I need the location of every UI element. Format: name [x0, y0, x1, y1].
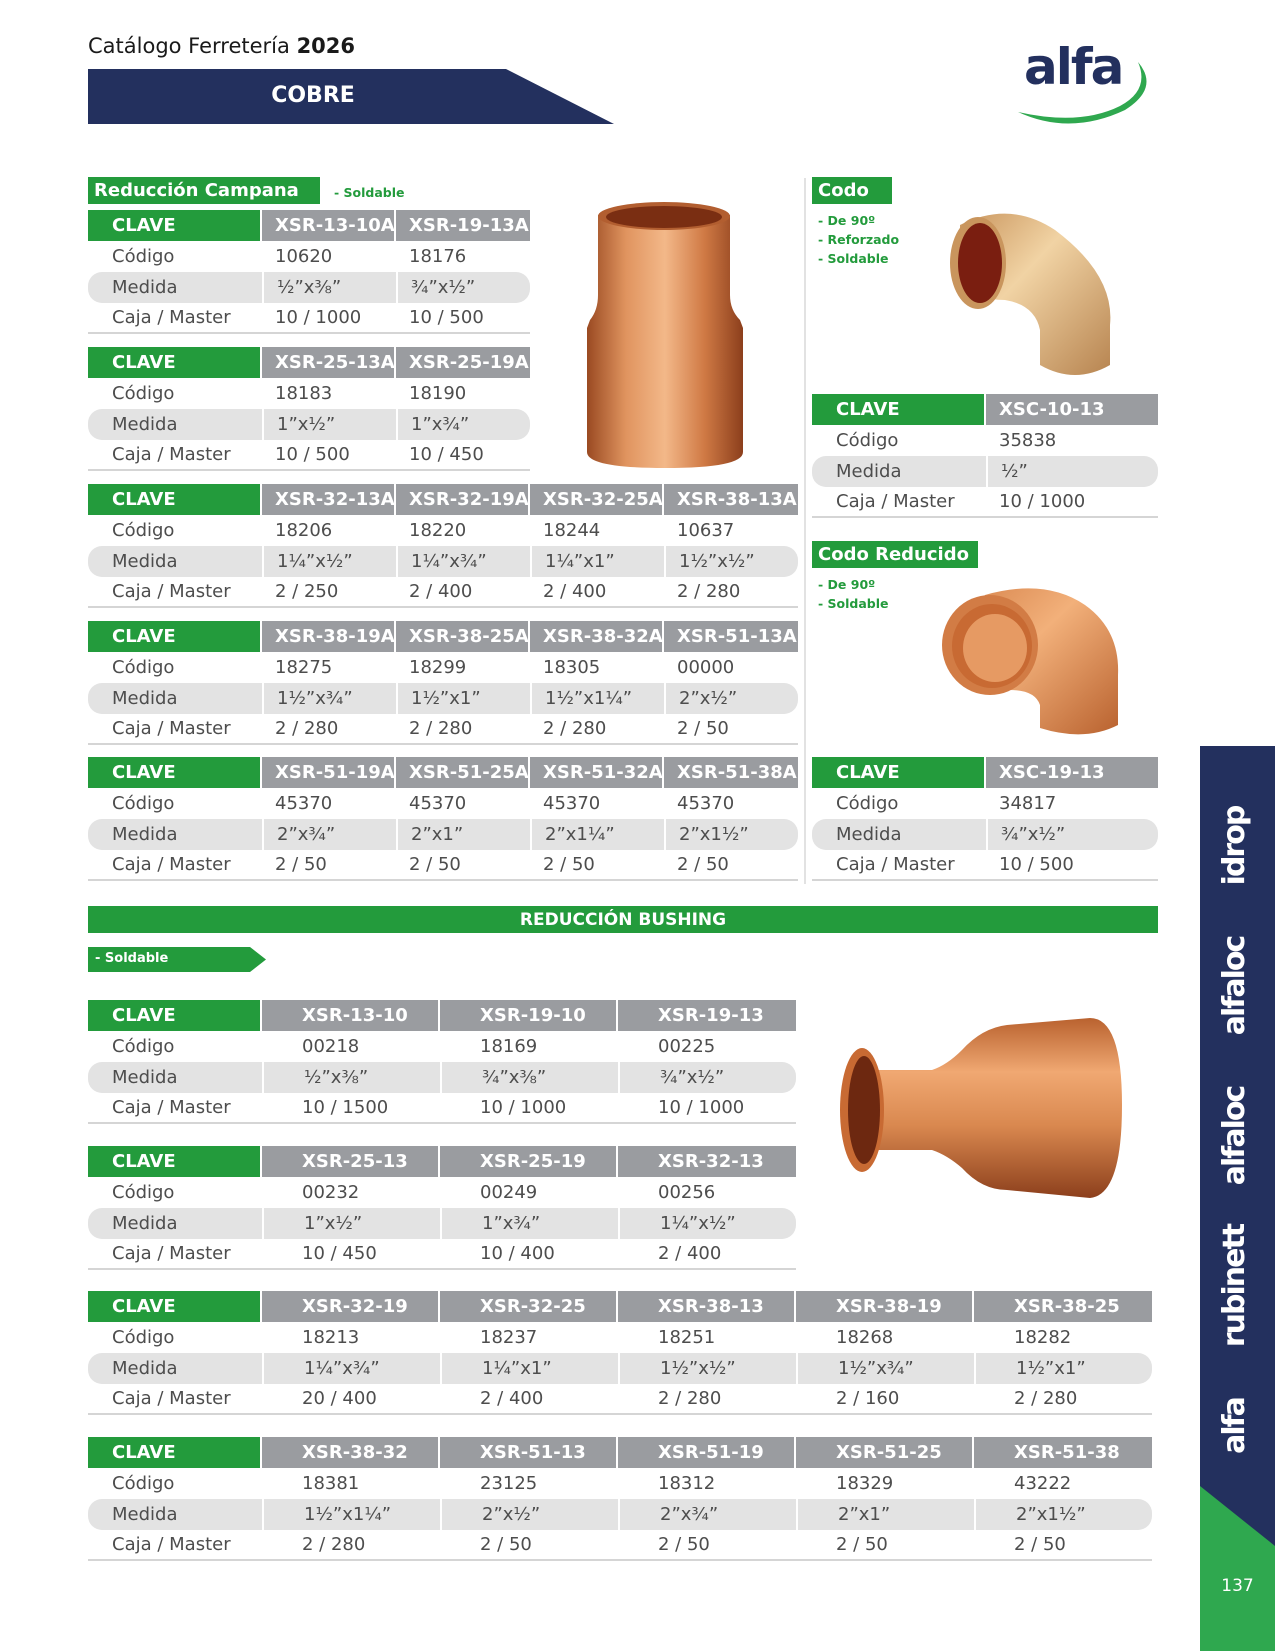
row-label-codigo: Código [112, 520, 175, 541]
spec-row-medida [88, 819, 798, 850]
spec-row-clave [88, 210, 530, 241]
spec-row-codigo [88, 788, 798, 819]
cell-caja: 2 / 50 [440, 1530, 618, 1561]
row-label-clave: CLAVE [812, 757, 986, 788]
codo-product-image [940, 205, 1120, 380]
spec-row-medida [88, 683, 798, 714]
cell-codigo: 18282 [1014, 1327, 1072, 1348]
cell-codigo: 43222 [1014, 1473, 1072, 1494]
spec-table [88, 1291, 1152, 1415]
cell-clave: XSR-51-13A [664, 621, 798, 652]
cell-clave: XSR-19-10 [440, 1000, 618, 1031]
section-banner [88, 69, 614, 124]
cell-clave: XSR-38-32A [530, 621, 664, 652]
spec-row-clave [88, 621, 798, 652]
cell-medida: 1½”x½” [618, 1353, 796, 1384]
spec-row-codigo [88, 1322, 1152, 1353]
cell-codigo: 18176 [409, 246, 467, 267]
row-label-medida: Medida [88, 819, 262, 850]
spec-row-caja [88, 850, 798, 881]
spec-row-clave [812, 394, 1158, 425]
spec-row-clave [88, 1291, 1152, 1322]
spec-row-caja [88, 440, 530, 471]
cell-codigo: 45370 [275, 793, 333, 814]
cell-medida: 2”x½” [664, 683, 798, 714]
cell-medida: 1½”x1” [396, 683, 530, 714]
cell-caja: 2 / 400 [530, 577, 664, 608]
row-label-medida: Medida [88, 272, 262, 303]
codo-reducido-feature: - Soldable [818, 596, 889, 611]
cell-caja: 2 / 280 [664, 577, 798, 608]
row-label-clave: CLAVE [812, 394, 986, 425]
brand-alfa: alfa [1217, 1398, 1252, 1454]
row-label-clave: CLAVE [88, 347, 262, 378]
cell-clave: XSC-10-13 [986, 394, 1158, 425]
cell-codigo: 18169 [480, 1036, 538, 1057]
cell-caja: 10 / 400 [440, 1239, 618, 1270]
cell-codigo: 00249 [480, 1182, 538, 1203]
codo-feature: - De 90º [818, 213, 876, 228]
cell-caja: 2 / 280 [396, 714, 530, 745]
row-label-medida: Medida [88, 1062, 262, 1093]
cell-medida: ½” [986, 456, 1158, 487]
cell-codigo: 18299 [409, 657, 467, 678]
spec-row-clave [88, 1146, 796, 1177]
row-label-codigo: Código [112, 1473, 175, 1494]
row-label-codigo: Código [836, 430, 899, 451]
cell-medida: 1¼”x1” [530, 546, 664, 577]
cell-clave: XSR-51-38A [664, 757, 798, 788]
cell-clave: XSR-13-10A [262, 210, 396, 241]
cell-medida: 1½”x1¼” [530, 683, 664, 714]
row-label-medida: Medida [88, 409, 262, 440]
cell-codigo: 10637 [677, 520, 735, 541]
spec-row-medida [812, 456, 1158, 487]
cell-clave: XSR-25-13A [262, 347, 396, 378]
catalog-year: 2026 [296, 34, 356, 58]
row-label-caja: Caja / Master [88, 577, 262, 608]
spec-row-caja [88, 1384, 1152, 1415]
bushing-product-image [822, 1010, 1132, 1220]
cell-medida: 1”x¾” [396, 409, 530, 440]
cell-caja: 2 / 280 [262, 1530, 440, 1561]
brand-alfaloc-2: alfaloc [1217, 1086, 1252, 1186]
spec-table [88, 1437, 1152, 1561]
cell-codigo: 18183 [275, 383, 333, 404]
bushing-feature: - Soldable [95, 951, 169, 966]
alfa-logo [1010, 40, 1160, 130]
row-label-clave: CLAVE [88, 757, 262, 788]
codo-feature: - Soldable [818, 251, 889, 266]
cell-caja: 2 / 400 [618, 1239, 796, 1270]
cell-caja: 2 / 400 [396, 577, 530, 608]
cell-codigo: 18213 [302, 1327, 360, 1348]
cell-caja: 10 / 1000 [440, 1093, 618, 1124]
cell-clave: XSR-32-19A [396, 484, 530, 515]
spec-row-clave [88, 484, 798, 515]
logo-text: alfa [1024, 38, 1123, 96]
row-label-clave: CLAVE [88, 1291, 262, 1322]
cell-medida: ¾”x½” [618, 1062, 796, 1093]
cell-codigo: 18220 [409, 520, 467, 541]
cell-medida: 2”x1½” [664, 819, 798, 850]
cell-medida: ½”x⅜” [262, 1062, 440, 1093]
cell-medida: 1¼”x½” [618, 1208, 796, 1239]
cell-clave: XSR-32-25 [440, 1291, 618, 1322]
spec-row-codigo [88, 1177, 796, 1208]
spec-row-clave [88, 757, 798, 788]
cell-codigo: 18381 [302, 1473, 360, 1494]
cell-codigo: 35838 [999, 430, 1057, 451]
cell-codigo: 00232 [302, 1182, 360, 1203]
cell-medida: 2”x1” [796, 1499, 974, 1530]
cell-caja: 2 / 280 [974, 1384, 1152, 1415]
row-label-caja: Caja / Master [88, 1530, 262, 1561]
codo-reducido-title: Codo Reducido [812, 541, 978, 568]
page-number: 137 [1221, 1576, 1254, 1596]
row-label-clave: CLAVE [88, 484, 262, 515]
brand-idrop: idrop [1217, 806, 1252, 886]
cell-caja: 2 / 50 [664, 850, 798, 881]
spec-row-clave [812, 757, 1158, 788]
cell-caja: 10 / 500 [396, 303, 530, 334]
cell-clave: XSR-19-13 [618, 1000, 796, 1031]
cell-clave: XSR-25-13 [262, 1146, 440, 1177]
row-label-caja: Caja / Master [88, 303, 262, 334]
cell-medida: 2”x¾” [262, 819, 396, 850]
cell-medida: 2”x½” [440, 1499, 618, 1530]
cell-clave: XSR-51-19A [262, 757, 396, 788]
cell-medida: 2”x1¼” [530, 819, 664, 850]
cell-medida: ¾”x½” [396, 272, 530, 303]
row-label-medida: Medida [88, 546, 262, 577]
spec-row-medida [88, 409, 530, 440]
cell-clave: XSR-19-13A [396, 210, 530, 241]
row-label-codigo: Código [112, 793, 175, 814]
cell-codigo: 18251 [658, 1327, 716, 1348]
cell-caja: 20 / 400 [262, 1384, 440, 1415]
spec-table [812, 757, 1158, 881]
cell-codigo: 00225 [658, 1036, 716, 1057]
row-label-clave: CLAVE [88, 1437, 262, 1468]
cell-codigo: 00256 [658, 1182, 716, 1203]
cell-caja: 2 / 50 [262, 850, 396, 881]
spec-row-medida [812, 819, 1158, 850]
row-label-caja: Caja / Master [88, 714, 262, 745]
cell-caja: 2 / 280 [262, 714, 396, 745]
cell-caja: 2 / 50 [530, 850, 664, 881]
row-label-codigo: Código [112, 1327, 175, 1348]
cell-clave: XSR-32-25A [530, 484, 664, 515]
cell-caja: 10 / 450 [396, 440, 530, 471]
row-label-medida: Medida [88, 1208, 262, 1239]
row-label-codigo: Código [112, 1182, 175, 1203]
cell-medida: ¾”x½” [986, 819, 1158, 850]
cell-caja: 10 / 1000 [986, 487, 1158, 518]
codo-feature: - Reforzado [818, 232, 900, 247]
cell-caja: 2 / 280 [618, 1384, 796, 1415]
spec-row-codigo [812, 425, 1158, 456]
row-label-clave: CLAVE [88, 1000, 262, 1031]
spec-row-caja [88, 714, 798, 745]
cell-medida: 2”x1½” [974, 1499, 1152, 1530]
cell-codigo: 00000 [677, 657, 735, 678]
spec-table [88, 621, 798, 745]
cell-clave: XSR-25-19A [396, 347, 530, 378]
row-label-medida: Medida [812, 819, 986, 850]
spec-row-codigo [812, 788, 1158, 819]
cell-codigo: 23125 [480, 1473, 538, 1494]
spec-row-medida [88, 1353, 1152, 1384]
cell-medida: 1½”x½” [664, 546, 798, 577]
spec-row-clave [88, 347, 530, 378]
cell-clave: XSR-51-32A [530, 757, 664, 788]
cell-caja: 10 / 450 [262, 1239, 440, 1270]
cell-codigo: 18312 [658, 1473, 716, 1494]
column-divider [804, 178, 806, 884]
row-label-codigo: Código [836, 793, 899, 814]
cell-codigo: 18329 [836, 1473, 894, 1494]
cell-caja: 2 / 400 [440, 1384, 618, 1415]
cell-medida: 2”x¾” [618, 1499, 796, 1530]
campana-feature: - Soldable [334, 185, 405, 200]
row-label-caja: Caja / Master [88, 1239, 262, 1270]
row-label-caja: Caja / Master [812, 487, 986, 518]
cell-clave: XSR-51-19 [618, 1437, 796, 1468]
cell-clave: XSR-38-19A [262, 621, 396, 652]
cell-caja: 2 / 50 [618, 1530, 796, 1561]
cell-clave: XSR-51-38 [974, 1437, 1152, 1468]
spec-row-medida [88, 546, 798, 577]
cell-clave: XSR-38-13 [618, 1291, 796, 1322]
cell-medida: 1½”x¾” [796, 1353, 974, 1384]
spec-row-medida [88, 272, 530, 303]
cell-clave: XSR-38-13A [664, 484, 798, 515]
cell-caja: 2 / 50 [664, 714, 798, 745]
spec-table [88, 484, 798, 608]
cell-caja: 2 / 50 [796, 1530, 974, 1561]
codo-title: Codo [812, 177, 892, 204]
row-label-clave: CLAVE [88, 210, 262, 241]
codo-reducido-product-image [935, 580, 1125, 740]
cell-caja: 2 / 250 [262, 577, 396, 608]
cell-codigo: 18268 [836, 1327, 894, 1348]
campana-title: Reducción Campana [88, 177, 320, 204]
cell-caja: 2 / 50 [396, 850, 530, 881]
row-label-clave: CLAVE [88, 621, 262, 652]
bushing-title: REDUCCIÓN BUSHING [88, 906, 1158, 933]
row-label-codigo: Código [112, 1036, 175, 1057]
cell-clave: XSR-51-25A [396, 757, 530, 788]
spec-row-caja [812, 850, 1158, 881]
cell-medida: 1½”x1” [974, 1353, 1152, 1384]
cell-clave: XSC-19-13 [986, 757, 1158, 788]
cell-codigo: 45370 [409, 793, 467, 814]
cell-codigo: 00218 [302, 1036, 360, 1057]
cell-clave: XSR-51-25 [796, 1437, 974, 1468]
cell-medida: 1½”x1¼” [262, 1499, 440, 1530]
cell-caja: 2 / 50 [974, 1530, 1152, 1561]
cell-clave: XSR-51-13 [440, 1437, 618, 1468]
catalog-title [88, 34, 355, 58]
cell-clave: XSR-38-32 [262, 1437, 440, 1468]
row-label-medida: Medida [88, 1353, 262, 1384]
row-label-caja: Caja / Master [88, 1384, 262, 1415]
cell-medida: 1”x½” [262, 1208, 440, 1239]
row-label-medida: Medida [88, 683, 262, 714]
spec-row-caja [88, 1530, 1152, 1561]
cell-codigo: 18275 [275, 657, 333, 678]
cell-caja: 10 / 1000 [618, 1093, 796, 1124]
spec-row-clave [88, 1000, 796, 1031]
spec-row-codigo [88, 652, 798, 683]
row-label-caja: Caja / Master [88, 440, 262, 471]
spec-row-caja [812, 487, 1158, 518]
cell-caja: 2 / 280 [530, 714, 664, 745]
spec-table [88, 757, 798, 881]
cell-medida: 1”x½” [262, 409, 396, 440]
cell-medida: 1”x¾” [440, 1208, 618, 1239]
codo-reducido-features [818, 575, 889, 613]
brand-rubinett: rubinett [1217, 1224, 1252, 1348]
cell-caja: 10 / 1000 [262, 303, 396, 334]
row-label-codigo: Código [112, 246, 175, 267]
cell-medida: 1¼”x¾” [262, 1353, 440, 1384]
cell-clave: XSR-13-10 [262, 1000, 440, 1031]
cell-codigo: 45370 [543, 793, 601, 814]
spec-row-medida [88, 1499, 1152, 1530]
spec-row-codigo [88, 1031, 796, 1062]
cell-medida: 2”x1” [396, 819, 530, 850]
cell-caja: 10 / 1500 [262, 1093, 440, 1124]
row-label-caja: Caja / Master [88, 850, 262, 881]
row-label-medida: Medida [812, 456, 986, 487]
cell-clave: XSR-38-19 [796, 1291, 974, 1322]
spec-table [88, 1146, 796, 1270]
spec-table [812, 394, 1158, 518]
section-title: COBRE [271, 83, 355, 108]
cell-medida: ½”x⅜” [262, 272, 396, 303]
spec-row-medida [88, 1062, 796, 1093]
cell-medida: 1¼”x¾” [396, 546, 530, 577]
brand-alfaloc: alfaloc [1217, 936, 1252, 1036]
cell-codigo: 45370 [677, 793, 735, 814]
brand-sidebar [1200, 746, 1275, 1651]
spec-row-medida [88, 1208, 796, 1239]
spec-row-caja [88, 577, 798, 608]
cell-codigo: 18237 [480, 1327, 538, 1348]
spec-table [88, 210, 530, 334]
cell-caja: 2 / 160 [796, 1384, 974, 1415]
spec-row-codigo [88, 515, 798, 546]
spec-row-caja [88, 1093, 796, 1124]
cell-codigo: 18206 [275, 520, 333, 541]
spec-row-caja [88, 1239, 796, 1270]
cell-clave: XSR-25-19 [440, 1146, 618, 1177]
spec-table [88, 1000, 796, 1124]
row-label-caja: Caja / Master [88, 1093, 262, 1124]
cell-medida: 1¼”x½” [262, 546, 396, 577]
row-label-caja: Caja / Master [812, 850, 986, 881]
campana-product-image [580, 200, 750, 472]
row-label-codigo: Código [112, 383, 175, 404]
catalog-prefix: Catálogo Ferretería [88, 34, 290, 58]
codo-features [818, 211, 899, 268]
row-label-medida: Medida [88, 1499, 262, 1530]
cell-codigo: 18190 [409, 383, 467, 404]
spec-row-caja [88, 303, 530, 334]
cell-codigo: 18305 [543, 657, 601, 678]
cell-medida: ¾”x⅜” [440, 1062, 618, 1093]
spec-row-codigo [88, 378, 530, 409]
cell-clave: XSR-38-25A [396, 621, 530, 652]
spec-row-codigo [88, 241, 530, 272]
cell-medida: 1½”x¾” [262, 683, 396, 714]
cell-clave: XSR-32-19 [262, 1291, 440, 1322]
cell-codigo: 34817 [999, 793, 1057, 814]
cell-caja: 10 / 500 [262, 440, 396, 471]
spec-row-clave [88, 1437, 1152, 1468]
cell-medida: 1¼”x1” [440, 1353, 618, 1384]
cell-caja: 10 / 500 [986, 850, 1158, 881]
spec-row-codigo [88, 1468, 1152, 1499]
cell-codigo: 18244 [543, 520, 601, 541]
spec-table [88, 347, 530, 471]
bushing-feature-tag [88, 947, 266, 972]
cell-clave: XSR-38-25 [974, 1291, 1152, 1322]
cell-clave: XSR-32-13 [618, 1146, 796, 1177]
cell-clave: XSR-32-13A [262, 484, 396, 515]
cell-codigo: 10620 [275, 246, 333, 267]
row-label-clave: CLAVE [88, 1146, 262, 1177]
row-label-codigo: Código [112, 657, 175, 678]
codo-reducido-feature: - De 90º [818, 577, 876, 592]
